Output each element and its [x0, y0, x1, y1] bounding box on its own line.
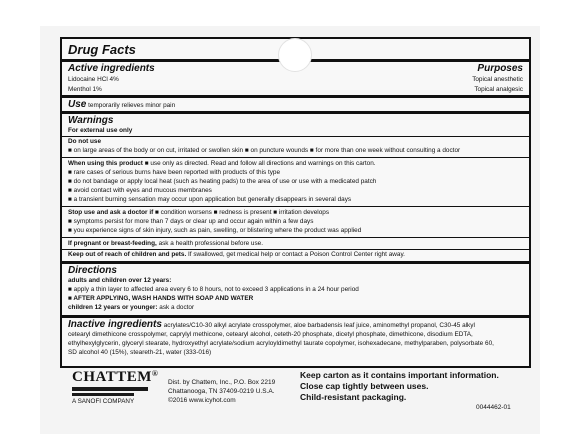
purposes-heading: Purposes	[477, 63, 523, 74]
adults-heading: adults and children over 12 years:	[68, 277, 172, 284]
carton-notice: Close cap tightly between uses.	[300, 381, 429, 391]
divider	[62, 315, 529, 318]
drug-facts-panel	[60, 37, 531, 368]
directions-item: ■ AFTER APPLYING, WASH HANDS WITH SOAP AND WATER	[68, 295, 254, 302]
warnings-heading: Warnings	[68, 115, 114, 126]
carton-notice: Keep carton as it contains important information.	[300, 370, 499, 380]
distributor-line: ©2016 www.icyhot.com	[168, 397, 236, 404]
drug-facts-title: Drug Facts	[68, 42, 136, 57]
pregnancy-warning: If pregnant or breast-feeding, ask a health professional before use.	[68, 240, 264, 247]
inactive-line: ethylhexylglycerin, glyceryl stearate, hydroxyethyl acrylate/sodium acryloyldimethyl taurate copolymer, isohexadecane, methylparaben, polysorbate 60,	[68, 340, 494, 347]
divider	[62, 95, 529, 98]
stop-use-item: ■ you experience signs of skin injury, such as pain, swelling, or blistering where the product was applied	[68, 227, 362, 234]
chattem-logo: CHATTEM® A SANOFI COMPANY	[72, 369, 159, 405]
inactive-line: SD alcohol 40 (15%), steareth-21, water (333-016)	[68, 349, 212, 356]
divider	[62, 261, 529, 264]
divider	[62, 206, 529, 207]
purpose-2: Topical analgesic	[474, 86, 523, 93]
divider	[62, 157, 529, 158]
divider	[62, 111, 529, 114]
when-using-line: When using this product ■ use only as directed. Read and follow all directions and warnings on this carton.	[68, 160, 376, 167]
directions-heading: Directions	[68, 265, 117, 276]
active-ingredients-heading: Active ingredients	[68, 63, 155, 74]
hang-hole	[278, 38, 312, 72]
do-not-use-heading: Do not use	[68, 138, 102, 145]
logo-subtitle: A SANOFI COMPANY	[72, 398, 135, 405]
distributor-line: Chattanooga, TN 37409-0219 U.S.A.	[168, 388, 275, 395]
directions-item: ■ apply a thin layer to affected area every 6 to 8 hours, not to exceed 3 applications in a 24 hour period	[68, 286, 359, 293]
active-ingredient-2: Menthol 1%	[68, 86, 102, 93]
external-use-text: For external use only	[68, 127, 133, 134]
distributor-line: Dist. by Chattem, Inc., P.O. Box 2219	[168, 379, 276, 386]
stop-use-item: ■ symptoms persist for more than 7 days or clear up and occur again within a few days	[68, 218, 314, 225]
stop-use-line: Stop use and ask a doctor if ■ condition worsens ■ redness is present ■ irritation develops	[68, 209, 330, 216]
divider	[62, 249, 529, 250]
when-using-item: ■ avoid contact with eyes and mucous membranes	[68, 187, 212, 194]
when-using-item: ■ rare cases of serious burns have been reported with products of this type	[68, 169, 281, 176]
children-warning: Keep out of reach of children and pets. If swallowed, get medical help or contact a Poison Control Center right away.	[68, 251, 405, 258]
children-under-12-line: children 12 years or younger: ask a doctor	[68, 304, 195, 311]
use-text: temporarily relieves minor pain	[88, 102, 176, 109]
divider	[62, 136, 529, 137]
do-not-use-list: ■ on large areas of the body or on cut, irritated or swollen skin ■ on puncture wounds ■ for more than one week without consulting a doctor	[68, 147, 461, 154]
purpose-1: Topical anesthetic	[472, 76, 523, 83]
divider	[62, 237, 529, 238]
when-using-item: ■ do not bandage or apply local heat (such as heating pads) to the area of use or use with a medicated patch	[68, 178, 377, 185]
product-code: 0044462-01	[476, 404, 511, 411]
active-ingredient-1: Lidocaine HCl 4%	[68, 76, 119, 83]
carton-notice: Child-resistant packaging.	[300, 392, 407, 402]
inactive-line-1: Inactive ingredients acrylates/C10-30 alkyl acrylate crosspolymer, aloe barbadensis leaf juice, aminomethyl propanol, C30-45 alkyl	[68, 319, 475, 330]
inactive-line: cetearyl dimethicone crosspolymer, caprylyl methicone, cetearyl alcohol, ceteth-20 phosphate, dicetyl phosphate, dimethicone, disodium EDTA,	[68, 331, 473, 338]
when-using-item: ■ a transient burning sensation may occur upon application but generally disappears in several days	[68, 196, 352, 203]
use-heading: Use	[68, 99, 87, 110]
